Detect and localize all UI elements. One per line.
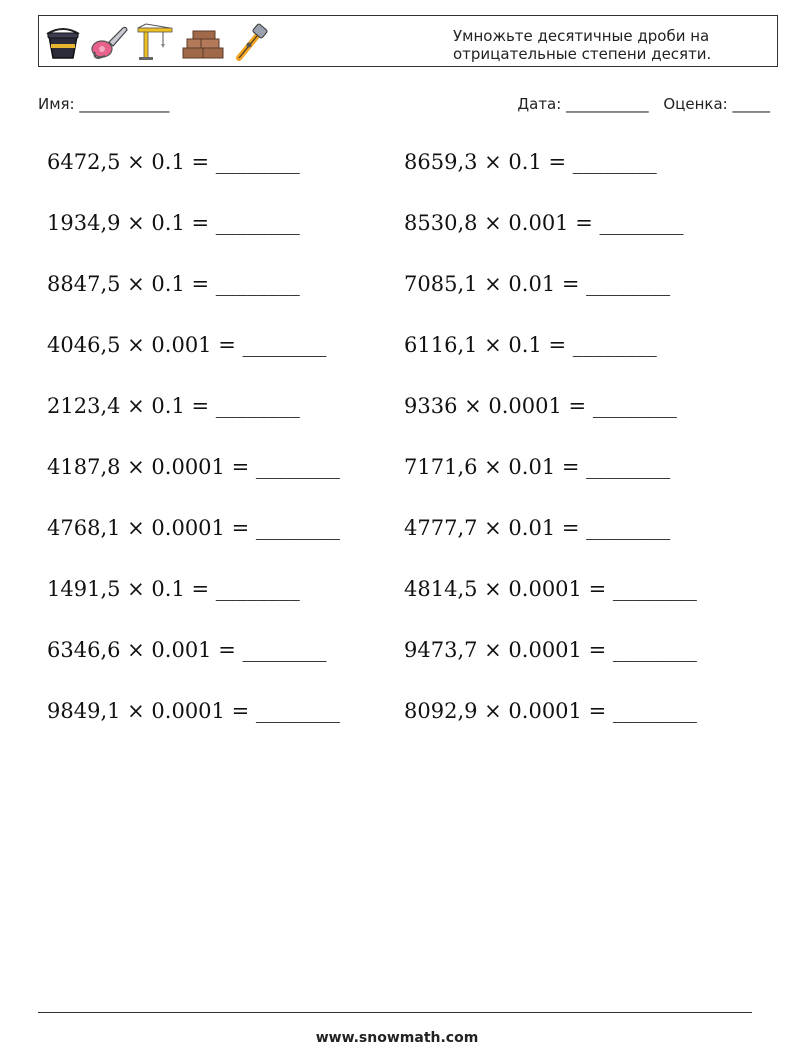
- grade-field: Оценка: _____: [663, 95, 770, 113]
- crane-icon: [135, 22, 175, 62]
- problem-left-2: 1934,9 × 0.1 = ________: [47, 211, 300, 235]
- problem-left-7: 4768,1 × 0.0001 = ________: [47, 516, 340, 540]
- problem-right-2: 8530,8 × 0.001 = ________: [404, 211, 684, 235]
- chainsaw-icon: [89, 22, 129, 62]
- problem-right-3: 7085,1 × 0.01 = ________: [404, 272, 671, 296]
- problem-right-8: 4814,5 × 0.0001 = ________: [404, 577, 697, 601]
- problem-left-5: 2123,4 × 0.1 = ________: [47, 394, 300, 418]
- problem-right-4: 6116,1 × 0.1 = ________: [404, 333, 657, 357]
- problem-left-8: 1491,5 × 0.1 = ________: [47, 577, 300, 601]
- problem-right-10: 8092,9 × 0.0001 = ________: [404, 699, 697, 723]
- header-box: [38, 15, 778, 67]
- wood-planks-icon: [181, 22, 225, 62]
- problem-left-9: 6346,6 × 0.001 = ________: [47, 638, 327, 662]
- problem-left-10: 9849,1 × 0.0001 = ________: [47, 699, 340, 723]
- icon-strip: [43, 21, 271, 63]
- problem-right-5: 9336 × 0.0001 = ________: [404, 394, 677, 418]
- problem-left-4: 4046,5 × 0.001 = ________: [47, 333, 327, 357]
- problem-right-7: 4777,7 × 0.01 = ________: [404, 516, 671, 540]
- footer-divider: [38, 1012, 752, 1013]
- problem-right-6: 7171,6 × 0.01 = ________: [404, 455, 671, 479]
- name-field: Имя: ____________: [38, 95, 170, 113]
- pipe-wrench-icon: [231, 22, 271, 62]
- footer-url[interactable]: www.snowmath.com: [315, 1030, 479, 1046]
- problem-right-9: 9473,7 × 0.0001 = ________: [404, 638, 697, 662]
- problem-right-1: 8659,3 × 0.1 = ________: [404, 150, 657, 174]
- date-field: Дата: ___________: [517, 95, 649, 113]
- problem-left-6: 4187,8 × 0.0001 = ________: [47, 455, 340, 479]
- title-line-1: Умножьте десятичные дроби на: [453, 27, 710, 45]
- bucket-icon: [43, 22, 83, 62]
- date-grade-row: [517, 95, 770, 113]
- worksheet-title: [453, 27, 773, 63]
- problem-left-1: 6472,5 × 0.1 = ________: [47, 150, 300, 174]
- problem-left-3: 8847,5 × 0.1 = ________: [47, 272, 300, 296]
- title-line-2: отрицательные степени десяти.: [453, 45, 712, 63]
